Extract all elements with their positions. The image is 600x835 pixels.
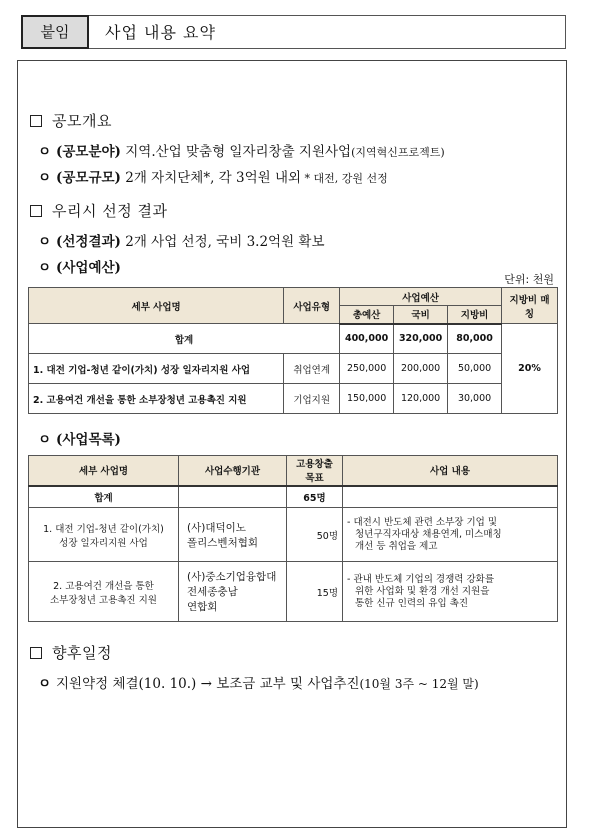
empty-cell (179, 486, 287, 508)
bullet-text: 지원약정 체결(10. 10.) → 보조금 교부 및 사업추진 (56, 676, 360, 692)
bullet-note: (지역혁신프로젝트) (351, 146, 445, 159)
bullet-item (38, 230, 325, 250)
project-local: 30,000 (448, 384, 502, 414)
col-header-national: 국비 (394, 306, 448, 324)
content-line: - 대전시 반도체 관련 소부장 기업 및 (347, 516, 498, 528)
project-name: 2. 고용여건 개선을 통한 소부장청년 고용촉진 지원 (29, 384, 284, 414)
bullet-text: 2개 자치단체*, 각 3억원 내외 (120, 170, 302, 186)
table-row (29, 384, 558, 414)
project-org (179, 562, 287, 622)
col-header-local: 지방비 (448, 306, 502, 324)
content-line: 개선 등 취업을 제고 (355, 540, 438, 552)
org-line: 연합회 (187, 601, 218, 613)
square-bullet-icon (30, 647, 42, 659)
circle-bullet-icon: ㅇ (38, 432, 52, 448)
bullet-item (38, 140, 445, 160)
col-header-name: 세부 사업명 (29, 456, 179, 486)
bullet-label: (사업목록) (56, 432, 121, 448)
total-label: 합계 (29, 486, 179, 508)
org-line: (사)대덕이노 (187, 521, 246, 534)
bullet-label: (공모규모) (56, 170, 121, 186)
total-national: 320,000 (394, 324, 448, 354)
budget-table (28, 287, 558, 414)
circle-bullet-icon: ㅇ (38, 170, 52, 186)
circle-bullet-icon: ㅇ (38, 144, 52, 160)
section-label: 우리시 선정 결과 (52, 202, 168, 220)
col-header-type: 사업유형 (284, 288, 340, 324)
bullet-label: (공모분야) (56, 144, 121, 160)
circle-bullet-icon: ㅇ (38, 234, 52, 250)
project-name (29, 562, 179, 622)
table-row (29, 324, 558, 354)
project-table (28, 455, 558, 622)
total-local: 80,000 (448, 324, 502, 354)
bullet-label: (선정결과) (56, 234, 121, 250)
circle-bullet-icon: ㅇ (38, 676, 52, 692)
project-org (179, 508, 287, 562)
project-name: 1. 대전 기업-청년 같이(가치) 성장 일자리지원 사업 (29, 354, 284, 384)
empty-cell (343, 486, 558, 508)
project-goal: 50명 (287, 508, 343, 562)
org-line: 폴리스벤처협회 (187, 536, 259, 549)
project-goal: 15명 (287, 562, 343, 622)
table-row (29, 486, 558, 508)
attachment-tag: 붙임 (21, 15, 89, 49)
project-type: 취업연계 (284, 354, 340, 384)
content-line: 위한 사업화 및 환경 개선 지원을 (355, 585, 490, 597)
project-national: 200,000 (394, 354, 448, 384)
project-name (29, 508, 179, 562)
content-line: 통한 신규 인력의 유입 촉진 (355, 597, 469, 609)
project-name-line: 1. 대전 기업-청년 같이(가치) (43, 523, 164, 535)
project-content (343, 562, 558, 622)
col-header-content: 사업 내용 (343, 456, 558, 486)
bullet-item (38, 428, 121, 448)
content-line: 청년구직자대상 채용연계, 미스매칭 (355, 528, 502, 540)
col-header-name: 세부 사업명 (29, 288, 284, 324)
unit-label: 단위: 천원 (504, 273, 554, 286)
bullet-item (38, 256, 121, 276)
col-header-budget: 사업예산 (340, 288, 502, 306)
project-total: 250,000 (340, 354, 394, 384)
bullet-label: (사업예산) (56, 260, 121, 276)
project-name-line: 성장 일자리지원 사업 (59, 537, 148, 549)
org-line: (사)중소기업융합대 (187, 571, 277, 583)
col-header-total: 총예산 (340, 306, 394, 324)
col-header-goal: 고용창출 목표 (287, 456, 343, 486)
bullet-text: 2개 사업 선정, 국비 3.2억원 확보 (120, 234, 325, 250)
page-header (21, 15, 566, 49)
project-content (343, 508, 558, 562)
content-line: - 관내 반도체 기업의 경쟁력 강화를 (347, 573, 495, 585)
section-heading-overview (30, 110, 112, 131)
circle-bullet-icon: ㅇ (38, 260, 52, 276)
project-name-line: 2. 고용여건 개선을 통한 (53, 580, 154, 592)
total-goal: 65명 (287, 486, 343, 508)
project-national: 120,000 (394, 384, 448, 414)
section-label: 공모개요 (52, 112, 112, 130)
org-line: 전세종충남 (187, 586, 238, 598)
match-ratio: 20% (502, 324, 558, 414)
project-local: 50,000 (448, 354, 502, 384)
bullet-item (38, 672, 479, 692)
section-heading-schedule (30, 642, 112, 663)
page-title: 사업 내용 요약 (89, 15, 566, 49)
table-row (29, 562, 558, 622)
table-row (29, 508, 558, 562)
bullet-note: * 대전, 강원 선정 (301, 172, 388, 185)
bullet-note: (10월 3주 ~ 12월 말) (359, 677, 479, 691)
project-total: 150,000 (340, 384, 394, 414)
square-bullet-icon (30, 205, 42, 217)
section-label: 향후일정 (52, 644, 112, 662)
bullet-item (38, 166, 388, 186)
col-header-match: 지방비 매칭 (502, 288, 558, 324)
table-row (29, 354, 558, 384)
section-heading-result (30, 200, 167, 221)
project-type: 기업지원 (284, 384, 340, 414)
project-name-line: 소부장청년 고용촉진 지원 (50, 594, 157, 606)
square-bullet-icon (30, 115, 42, 127)
total-label: 합계 (29, 324, 340, 354)
bullet-text: 지역.산업 맞춤형 일자리창출 지원사업 (120, 144, 352, 160)
col-header-org: 사업수행기관 (179, 456, 287, 486)
total-budget: 400,000 (340, 324, 394, 354)
